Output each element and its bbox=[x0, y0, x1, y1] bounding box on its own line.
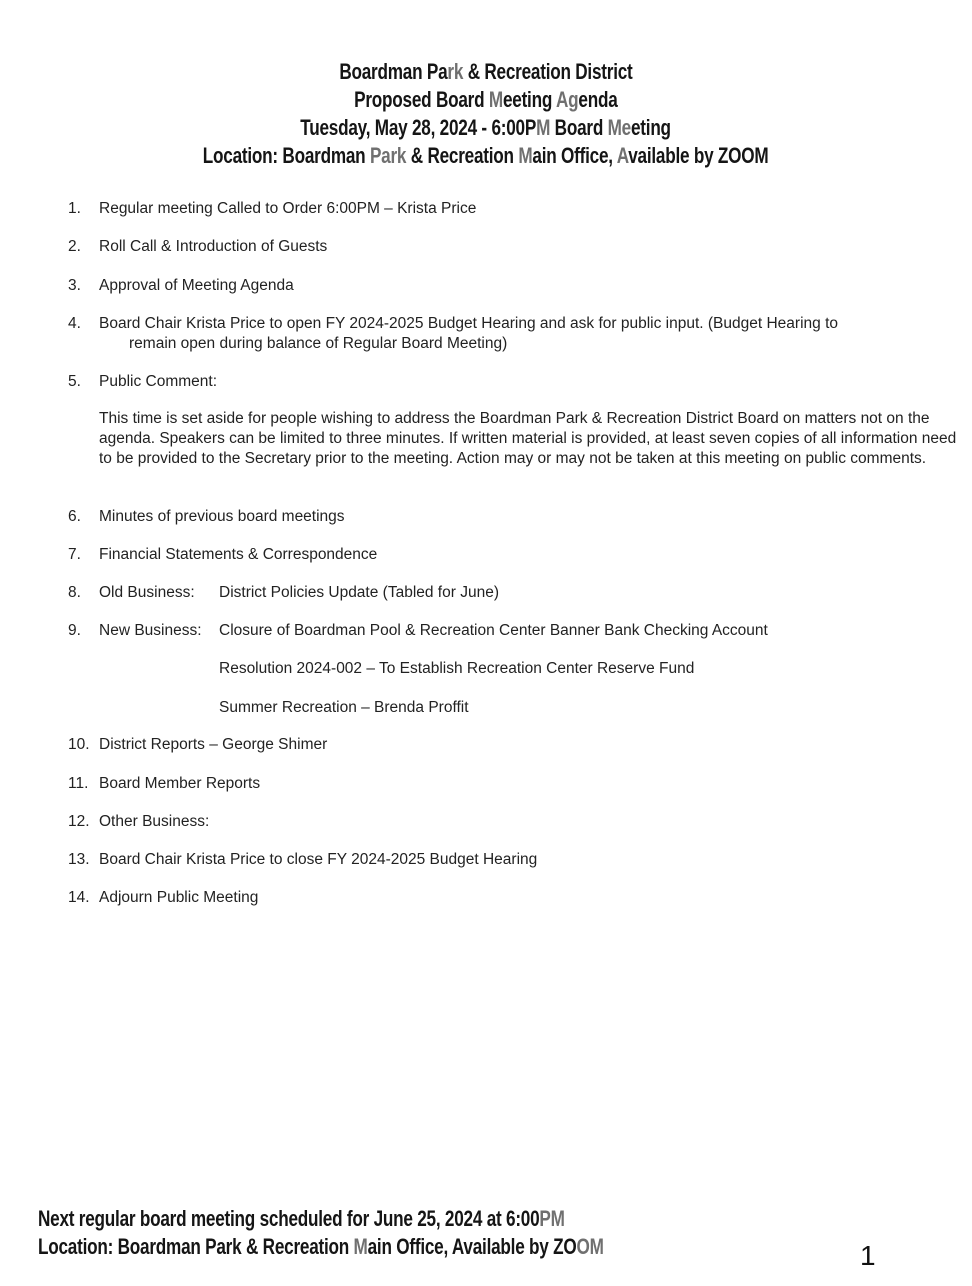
footer-location: Location: Boardman Park & Recreation Main Office, Available by ZOOM bbox=[38, 1234, 604, 1259]
item-text: Minutes of previous board meetings bbox=[99, 508, 345, 525]
item-text: Board Member Reports bbox=[99, 775, 261, 792]
item-number: 1. bbox=[68, 200, 81, 217]
item-text: Board Chair Krista Price to open FY 2024-2025 Budget Hearing and ask for public input. (Budget Hearing to bbox=[99, 315, 838, 332]
agenda-item-9 bbox=[68, 621, 768, 641]
page-number: 1 bbox=[860, 1240, 876, 1271]
agenda-item-7 bbox=[68, 545, 377, 565]
header-document-title: Proposed Board Meeting Agenda bbox=[354, 87, 618, 112]
item-text: Approval of Meeting Agenda bbox=[99, 277, 294, 294]
agenda-item-1 bbox=[68, 199, 476, 219]
agenda-item-8 bbox=[68, 583, 499, 603]
agenda-item-5 bbox=[68, 372, 217, 392]
item-text: Financial Statements & Correspondence bbox=[99, 546, 378, 563]
agenda-item-4-continuation: remain open during balance of Regular Board Meeting) bbox=[129, 335, 508, 352]
item-text: Other Business: bbox=[99, 813, 210, 830]
header-location: Location: Boardman Park & Recreation Main Office, Available by ZOOM bbox=[203, 143, 769, 168]
next-meeting-notice: Next regular board meeting scheduled for June 25, 2024 at 6:00PM bbox=[38, 1206, 565, 1231]
agenda-item-14 bbox=[68, 888, 258, 908]
item-text: Public Comment: bbox=[99, 373, 218, 390]
item-number: 4. bbox=[68, 315, 81, 332]
item-number: 7. bbox=[68, 546, 81, 563]
agenda-item-11 bbox=[68, 774, 260, 794]
item-number: 9. bbox=[68, 622, 81, 639]
agenda-item-6 bbox=[68, 507, 345, 527]
item-number: 13. bbox=[68, 851, 90, 868]
item-number: 5. bbox=[68, 373, 81, 390]
item-text: Board Chair Krista Price to close FY 2024-2025 Budget Hearing bbox=[99, 851, 538, 868]
agenda-item-2 bbox=[68, 237, 327, 257]
item-text: Roll Call & Introduction of Guests bbox=[99, 238, 328, 255]
item-text: District Policies Update (Tabled for June) bbox=[219, 584, 499, 601]
agenda-item-12 bbox=[68, 812, 209, 832]
item-text: Adjourn Public Meeting bbox=[99, 889, 259, 906]
item-label: New Business: bbox=[99, 622, 202, 639]
item-text: Regular meeting Called to Order 6:00PM – Krista Price bbox=[99, 200, 477, 217]
agenda-item-3 bbox=[68, 276, 294, 296]
agenda-header bbox=[0, 58, 972, 170]
item-label: Old Business: bbox=[99, 584, 195, 601]
agenda-item-10 bbox=[68, 735, 327, 755]
item-number: 14. bbox=[68, 889, 90, 906]
item-number: 11. bbox=[68, 775, 89, 792]
agenda-item-4 bbox=[68, 314, 838, 334]
public-comment-paragraph: This time is set aside for people wishing to address the Boardman Park & Recreation District Board on matters not on the agenda. Speakers can be limited to three minutes. If written material is provided, at least seven copies of all information need to be provided to the Secretary prior to the meeting. Action may or may not be taken at this meeting on public comments. bbox=[99, 410, 957, 467]
item-number: 6. bbox=[68, 508, 81, 525]
item-number: 2. bbox=[68, 238, 81, 255]
header-meeting-date: Tuesday, May 28, 2024 - 6:00PM Board Meeting bbox=[300, 115, 672, 140]
agenda-item-9-subitem: Resolution 2024-002 – To Establish Recreation Center Reserve Fund bbox=[219, 660, 695, 677]
item-number: 12. bbox=[68, 813, 90, 830]
agenda-item-9-subitem: Summer Recreation – Brenda Proffit bbox=[219, 699, 469, 716]
item-number: 10. bbox=[68, 736, 90, 753]
item-number: 8. bbox=[68, 584, 81, 601]
item-text: District Reports – George Shimer bbox=[99, 736, 328, 753]
item-text: Closure of Boardman Pool & Recreation Center Banner Bank Checking Account bbox=[219, 622, 768, 639]
agenda-item-13 bbox=[68, 850, 537, 870]
header-org-name: Boardman Park & Recreation District bbox=[339, 59, 633, 84]
item-number: 3. bbox=[68, 277, 81, 294]
